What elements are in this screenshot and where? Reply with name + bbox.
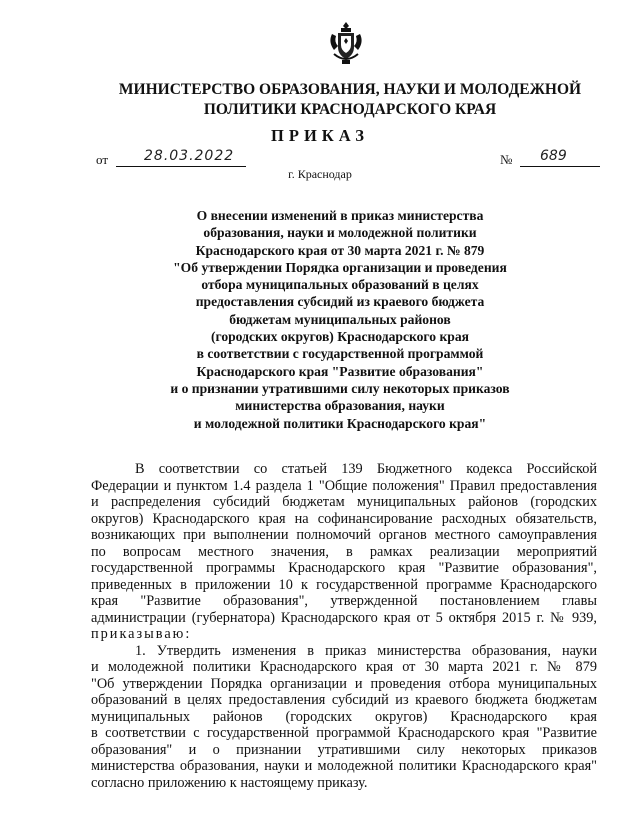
item-1-line: образования" и о признании утратившими силу некоторых приказов	[91, 741, 597, 758]
coat-of-arms-icon	[326, 20, 366, 66]
date-value: 28.03.2022	[144, 148, 235, 164]
preamble-line: по вопросам местного значения, в рамках реализации мероприятий	[91, 543, 597, 560]
ministry-line-1: МИНИСТЕРСТВО ОБРАЗОВАНИЯ, НАУКИ И МОЛОДЕЖНОЙ	[118, 81, 582, 98]
preamble-line: и распределения субсидий бюджетам муниципальных районов (городских	[91, 494, 597, 510]
number-value: 689	[540, 148, 567, 164]
item-1-line: "Об утверждении Порядка организации и проведения отбора муниципальных	[91, 675, 597, 692]
subject-line: и молодежной политики Краснодарского края"	[193, 415, 487, 431]
item-1-line: муниципальных районов (городских округов) Краснодарского края	[91, 708, 597, 725]
preamble-line: государственной программы Краснодарского края "Развитие образования",	[91, 560, 597, 576]
preamble-line: администрации (губернатора) Краснодарского края от 5 октября 2015 г. № 939,	[91, 609, 597, 626]
preamble-line: округов) Краснодарского края на софинансирование расходных обязательств,	[91, 510, 597, 527]
preamble-line: приказываю:	[91, 626, 192, 642]
city: г. Краснодар	[288, 167, 352, 181]
subject-line: О внесении изменений в приказ министерства	[196, 208, 484, 223]
subject-line: предоставления субсидий из краевого бюджета	[195, 294, 485, 310]
date-label: от	[96, 152, 109, 167]
order-body	[91, 461, 597, 791]
subject-line: (городских округов) Краснодарского края	[210, 329, 470, 345]
subject-line: в соответствии с государственной программой	[196, 346, 484, 362]
item-1-line: 1. Утвердить изменения в приказ министерства образования, науки	[135, 642, 597, 659]
item-1-line: согласно приложению к настоящему приказу.	[91, 774, 368, 791]
preamble-line: возникающих при выполнении полномочий органов местного самоуправления	[91, 527, 597, 543]
item-1-line: и молодежной политики Краснодарского края от 30 марта 2021 г. № 879	[91, 659, 597, 675]
ministry-line-2: ПОЛИТИКИ КРАСНОДАРСКОГО КРАЯ	[203, 101, 497, 118]
ministry-name	[100, 80, 600, 120]
item-1-line: министерства образования, науки и молодежной политики Краснодарского края"	[91, 758, 597, 774]
subject-line: Краснодарского края от 30 марта 2021 г. № 879	[195, 242, 485, 258]
subject-line: отбора муниципальных образований в целях	[201, 277, 479, 293]
preamble-paragraph	[91, 461, 597, 643]
order-subject	[120, 207, 560, 432]
preamble-line: Федерации и пунктом 1.4 раздела 1 "Общие положения" Правил предоставления	[91, 477, 597, 494]
subject-line: образования, науки и молодежной политики	[203, 225, 477, 241]
preamble-line: В соответствии со статьей 139 Бюджетного кодекса Российской	[135, 461, 597, 477]
number-label: №	[500, 152, 513, 167]
subject-line: бюджетам муниципальных районов	[229, 311, 451, 327]
subject-line: министерства образования, науки	[235, 398, 445, 414]
item-1-line: в соответствии с государственной программой Краснодарского края "Развитие	[91, 725, 597, 741]
subject-line: Краснодарского края "Развитие образования"	[196, 363, 484, 379]
item-1-line: образований в целях предоставления субсидий из краевого бюджета бюджетам	[91, 692, 597, 708]
item-1-paragraph	[91, 643, 597, 792]
subject-line: и о признании утратившими силу некоторых приказов	[170, 380, 510, 396]
document-type: ПРИКАЗ	[271, 126, 369, 145]
preamble-line: приведенных в приложении 10 к государственной программе Краснодарского	[91, 576, 597, 593]
subject-line: "Об утверждении Порядка организации и проведения	[173, 259, 507, 275]
preamble-line: края "Развитие образования", утвержденной постановлением главы	[91, 593, 597, 609]
